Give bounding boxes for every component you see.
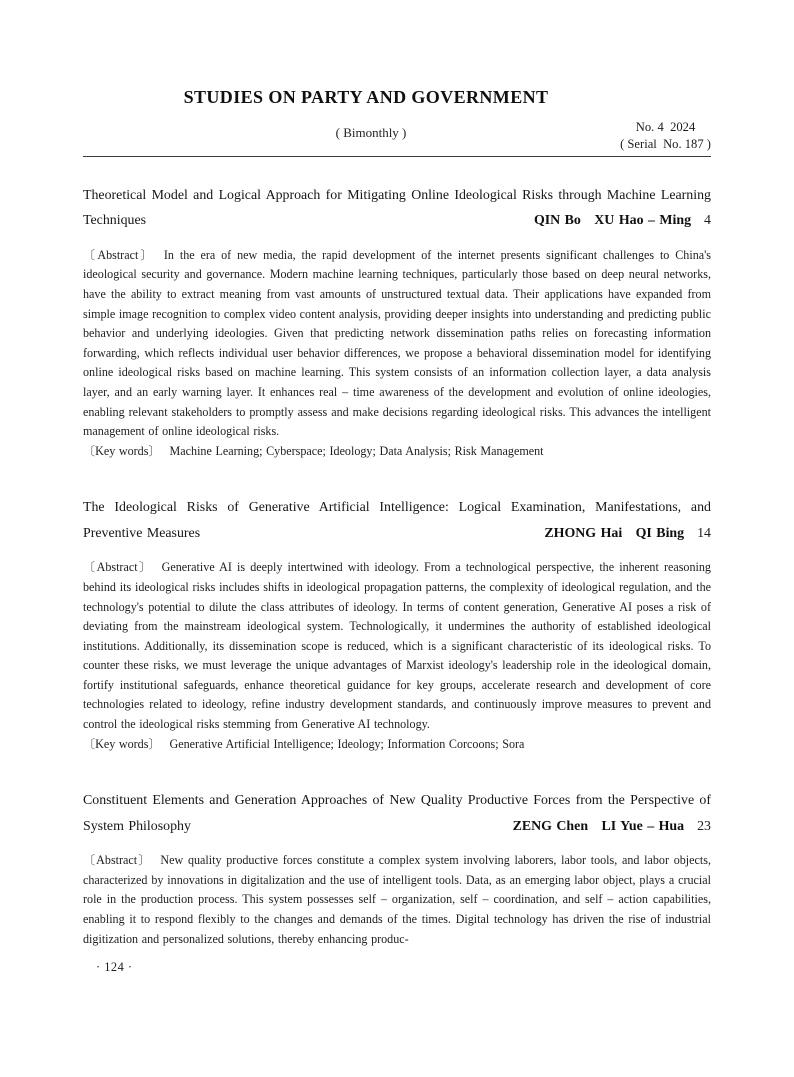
keywords-text: Generative Artificial Intelligence; Ideology; Information Corcoons; Sora	[169, 736, 525, 751]
article-keywords	[83, 735, 711, 755]
abstract-label: 〔Abstract〕	[83, 247, 155, 262]
article-title-text: Constituent Elements and Generation Approaches of New Quality Productive Forces from the Perspective of System Philosophy	[83, 793, 711, 834]
article-page-number: 14	[697, 525, 711, 541]
article-title	[83, 495, 711, 546]
article-page-number: 23	[697, 818, 711, 834]
article-abstract	[83, 851, 711, 949]
article-authors	[513, 814, 711, 840]
author-names: ZHONG Hai QI Bing	[544, 525, 685, 541]
article-entry-2	[83, 495, 711, 754]
keywords-text: Machine Learning; Cyberspace; Ideology; Data Analysis; Risk Management	[169, 443, 544, 458]
article-authors	[544, 521, 711, 547]
issue-info	[620, 119, 711, 153]
abstract-text: In the era of new media, the rapid development of the internet presents significant challenges to China's ideological security and governance. Modern machine learning techniques, particularly those based on deep neural networks, have the ability to extract meaning from vast amounts of unstructured textual data. Their applications have expanded from simple image recognition to complex video content analysis, providing deeper insights into understanding and predicting public behavior and underlying ideologies. Given that predicting network dissemination paths relies on forecasting information forwarding, which reflects individual user behavior differences, we propose a behavioral dissemination model for identifying online ideological risks based on machine learning. This system consists of an information collection layer, a data analysis layer, and an early warning layer. It enhances real – time awareness of the development and evolution of online ideologies, enabling relevant stakeholders to promptly assess and make decisions regarding ideological risks. This advances the intelligent management of online ideological risks.	[83, 247, 711, 439]
abstract-text: Generative AI is deeply intertwined with ideology. From a technological perspective, the inherent reasoning behind its ideological risks includes shifts in ideological propagation patterns, the complexity of ideological regulation, and the technology's potential to dilute the class attributes of ideology. In terms of content generation, Generative AI poses a risk of deviating from the mainstream ideological system. Technologically, it undermines the authority of established ideological institutions. Additionally, its dissemination scope is reduced, which is a significant characteristic of its ideological risks. To counter these risks, we must leverage the unique advantages of Marxist ideology's leadership role in the ideological domain, fortify institutional safeguards, enhance theoretical guidance for key groups, accelerate research and development of core technologies related to ideology, refine industry development standards, and continuously improve measures to prevent and control the ideological risks stemming from Generative AI technology.	[83, 560, 711, 732]
author-names: ZENG Chen LI Yue – Hua	[512, 818, 685, 834]
page-number-folio: · 124 ·	[96, 960, 133, 975]
abstract-text: New quality productive forces constitute a complex system involving laborers, labor tools, and labor objects, characterized by innovations in digitalization and the use of intelligent tools. Data, as an emerging labor object, plays a crucial role in the production process. This system possesses self – organization, self – coordination, and self – action capabilities, enabling it to respond flexibly to the changes and demands of the times. Digital technology has driven the rise of industrial digitization and personalized solutions, thereby enhancing produc-	[83, 853, 711, 946]
article-entry-3	[83, 788, 711, 949]
article-entry-1	[83, 183, 711, 462]
author-names: QIN Bo XU Hao – Ming	[533, 213, 692, 229]
issue-number: No. 4 2024	[635, 120, 696, 134]
abstract-label: 〔Abstract〕	[83, 560, 153, 575]
article-abstract	[83, 246, 711, 442]
article-title	[83, 788, 711, 839]
journal-frequency: ( Bimonthly )	[335, 124, 407, 140]
abstract-label: 〔Abstract〕	[83, 853, 152, 868]
keywords-label: 〔Key words〕	[83, 443, 161, 458]
article-title-text: Theoretical Model and Logical Approach for Mitigating Online Ideological Risks through Machine Learning Techniques	[83, 187, 711, 229]
serial-number: ( Serial No. 187 )	[620, 137, 711, 151]
keywords-label: 〔Key words〕	[83, 736, 161, 751]
article-abstract	[83, 558, 711, 734]
masthead-divider	[83, 156, 711, 157]
journal-title: STUDIES ON PARTY AND GOVERNMENT	[183, 87, 549, 107]
article-page-number: 4	[704, 213, 711, 229]
masthead	[83, 87, 711, 151]
article-keywords	[83, 442, 711, 462]
article-authors	[534, 208, 711, 234]
article-title	[83, 183, 711, 234]
article-title-text: The Ideological Risks of Generative Artificial Intelligence: Logical Examination, Manifestations, and Preventive Measures	[83, 500, 711, 541]
